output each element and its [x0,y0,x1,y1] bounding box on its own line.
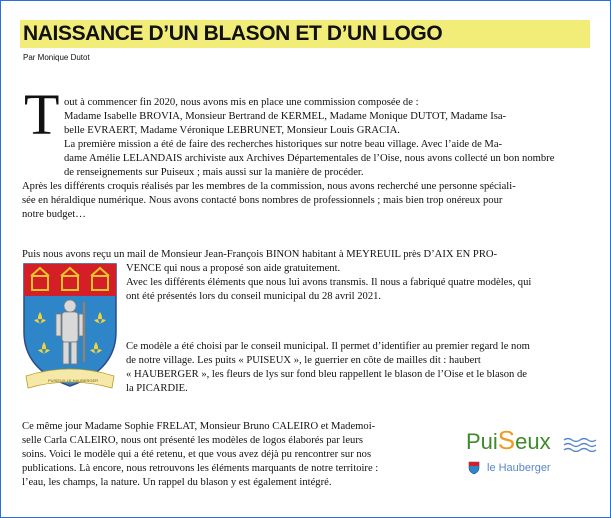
puiseux-logo [466,425,551,455]
logo-part-b: S [497,425,516,455]
mini-crest-icon [468,461,480,475]
para1-line-4: La première mission a été de faire des recherches historiques sur notre beau village. Avec l’aide de Ma- [64,139,503,150]
para3-line-1: Ce modèle a été choisi par le conseil municipal. Il permet d’identifier au premier regard le nom [126,341,530,352]
logo-part-a: Pui [466,429,498,454]
para1-line-3: belle EVRAERT, Madame Véronique LEBRUNET, Monsieur Louis GRACIA. [64,125,400,136]
para4-line-4: publications. Là encore, nous retrouvons les éléments marquants de notre territoire : [22,463,379,474]
coat-of-arms-image [20,262,120,394]
para2-line-4: ont été présentés lors du conseil municipal du 28 avril 2021. [126,291,382,302]
para3-line-2: de notre village. Les puits « PUISEUX », le guerrier en côte de mailles dit : haubert [126,355,481,366]
water-waves-icon [562,436,598,452]
para4-line-2: selle Carla CALEIRO, nous ont présenté les modèles de logos élaborés par leurs [22,435,363,446]
para4-line-1: Ce même jour Madame Sophie FRELAT, Monsieur Bruno CALEIRO et Mademoi- [22,421,376,432]
para1-line-6: de renseignements sur Puiseux ; mais aussi sur la manière de procéder. [64,167,364,178]
para2-line-3: Avec les différents éléments que nous lui avons transmis. Il nous a fabriqué quatre modèles, qui [126,277,532,288]
para1-line-2: Madame Isabelle BROVIA, Monsieur Bertrand de KERMEL, Madame Monique DUTOT, Madame Isa- [64,111,507,122]
para1-line-7: Après les différents croquis réalisés par les membres de la commission, nous avons recherché une personne spéciali- [22,181,516,192]
para1-line-1: out à commencer fin 2020, nous avons mis en place une commission composée de : [64,97,419,108]
logo-subtitle: le Hauberger [487,462,551,474]
para3-line-3: « HAUBERGER », les fleurs de lys sur fond bleu rappellent le blason de l’Oise et le blason de [126,369,528,380]
para4-line-3: soins. Voici le modèle qui a été retenu, et que vous avez déjà pu rencontrer sur nos [22,449,372,460]
para1-line-9: notre budget… [22,209,86,220]
para2-line-2: VENCE qui nous a proposé son aide gratuitement. [126,263,341,274]
crest-ribbon-text: PUISEUX LE HAUBERGER [48,378,99,383]
article-title: NAISSANCE D’UN BLASON ET D’UN LOGO [23,22,443,45]
para1-line-8: sée en héraldique numérique. Nous avons contacté bons nombres de professionnels ; mais bien trop onéreux pour [22,195,503,206]
drop-cap: T [24,82,60,147]
para3-line-4: la PICARDIE. [126,383,188,394]
para2-line-1: Puis nous avons reçu un mail de Monsieur Jean-François BINON habitant à MEYREUIL près D’AIX EN PRO- [22,249,498,260]
article-byline: Par Monique Dutot [23,53,90,62]
logo-part-c: eux [515,429,551,454]
para4-line-5: l’eau, les champs, la nature. Un rappel du blason y est également intégré. [22,477,332,488]
para1-line-5: dame Amélie LELANDAIS archiviste aux Archives Départementales de l’Oise, nous avons collecté un bon nombre [64,153,555,164]
